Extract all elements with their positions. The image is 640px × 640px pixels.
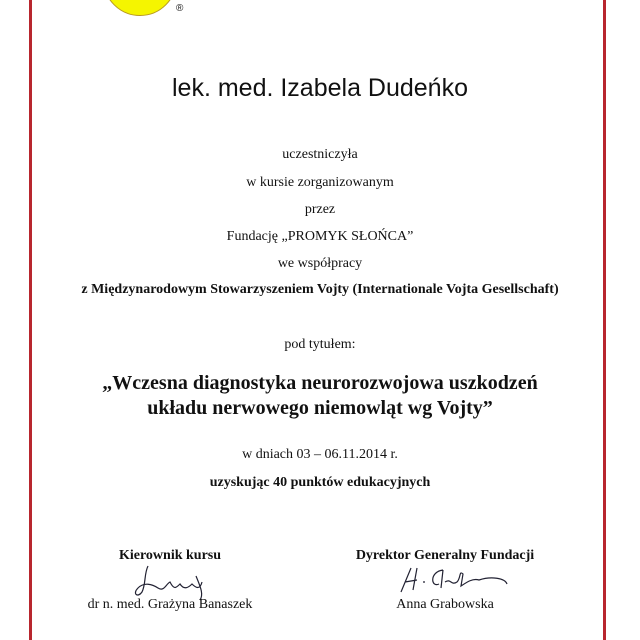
left-signature-role: Kierownik kursu bbox=[118, 548, 222, 563]
right-signature-role: Dyrektor Generalny Fundacji bbox=[355, 548, 535, 563]
left-signatory-name: dr n. med. Grażyna Banaszek bbox=[87, 597, 253, 612]
left-signature-image bbox=[130, 562, 220, 602]
body-line: pod tytułem: bbox=[284, 337, 356, 352]
body-line: przez bbox=[304, 202, 336, 217]
course-title-line-1: „Wczesna diagnostyka neurorozwojowa uszkodzeń bbox=[102, 372, 538, 394]
body-line: Fundację „PROMYK SŁOŃCA” bbox=[226, 229, 414, 244]
registered-mark: ® bbox=[176, 3, 184, 14]
sun-logo bbox=[103, 0, 177, 16]
right-signatory-name: Anna Grabowska bbox=[396, 597, 494, 612]
right-signature-image bbox=[395, 562, 525, 594]
organization-line: z Międzynarodowym Stowarzyszeniem Vojty (Internationale Vojta Gesellschaft) bbox=[81, 282, 559, 297]
body-line: w kursie zorganizowanym bbox=[246, 175, 394, 190]
body-line: uczestniczyła bbox=[282, 147, 358, 162]
recipient-name: lek. med. Izabela Dudeńko bbox=[171, 74, 468, 102]
course-title-line-2: układu nerwowego niemowląt wg Vojty” bbox=[147, 397, 493, 419]
course-dates: w dniach 03 – 06.11.2014 r. bbox=[242, 447, 398, 462]
body-line: we współpracy bbox=[277, 256, 363, 271]
education-points: uzyskując 40 punktów edukacyjnych bbox=[209, 475, 431, 490]
